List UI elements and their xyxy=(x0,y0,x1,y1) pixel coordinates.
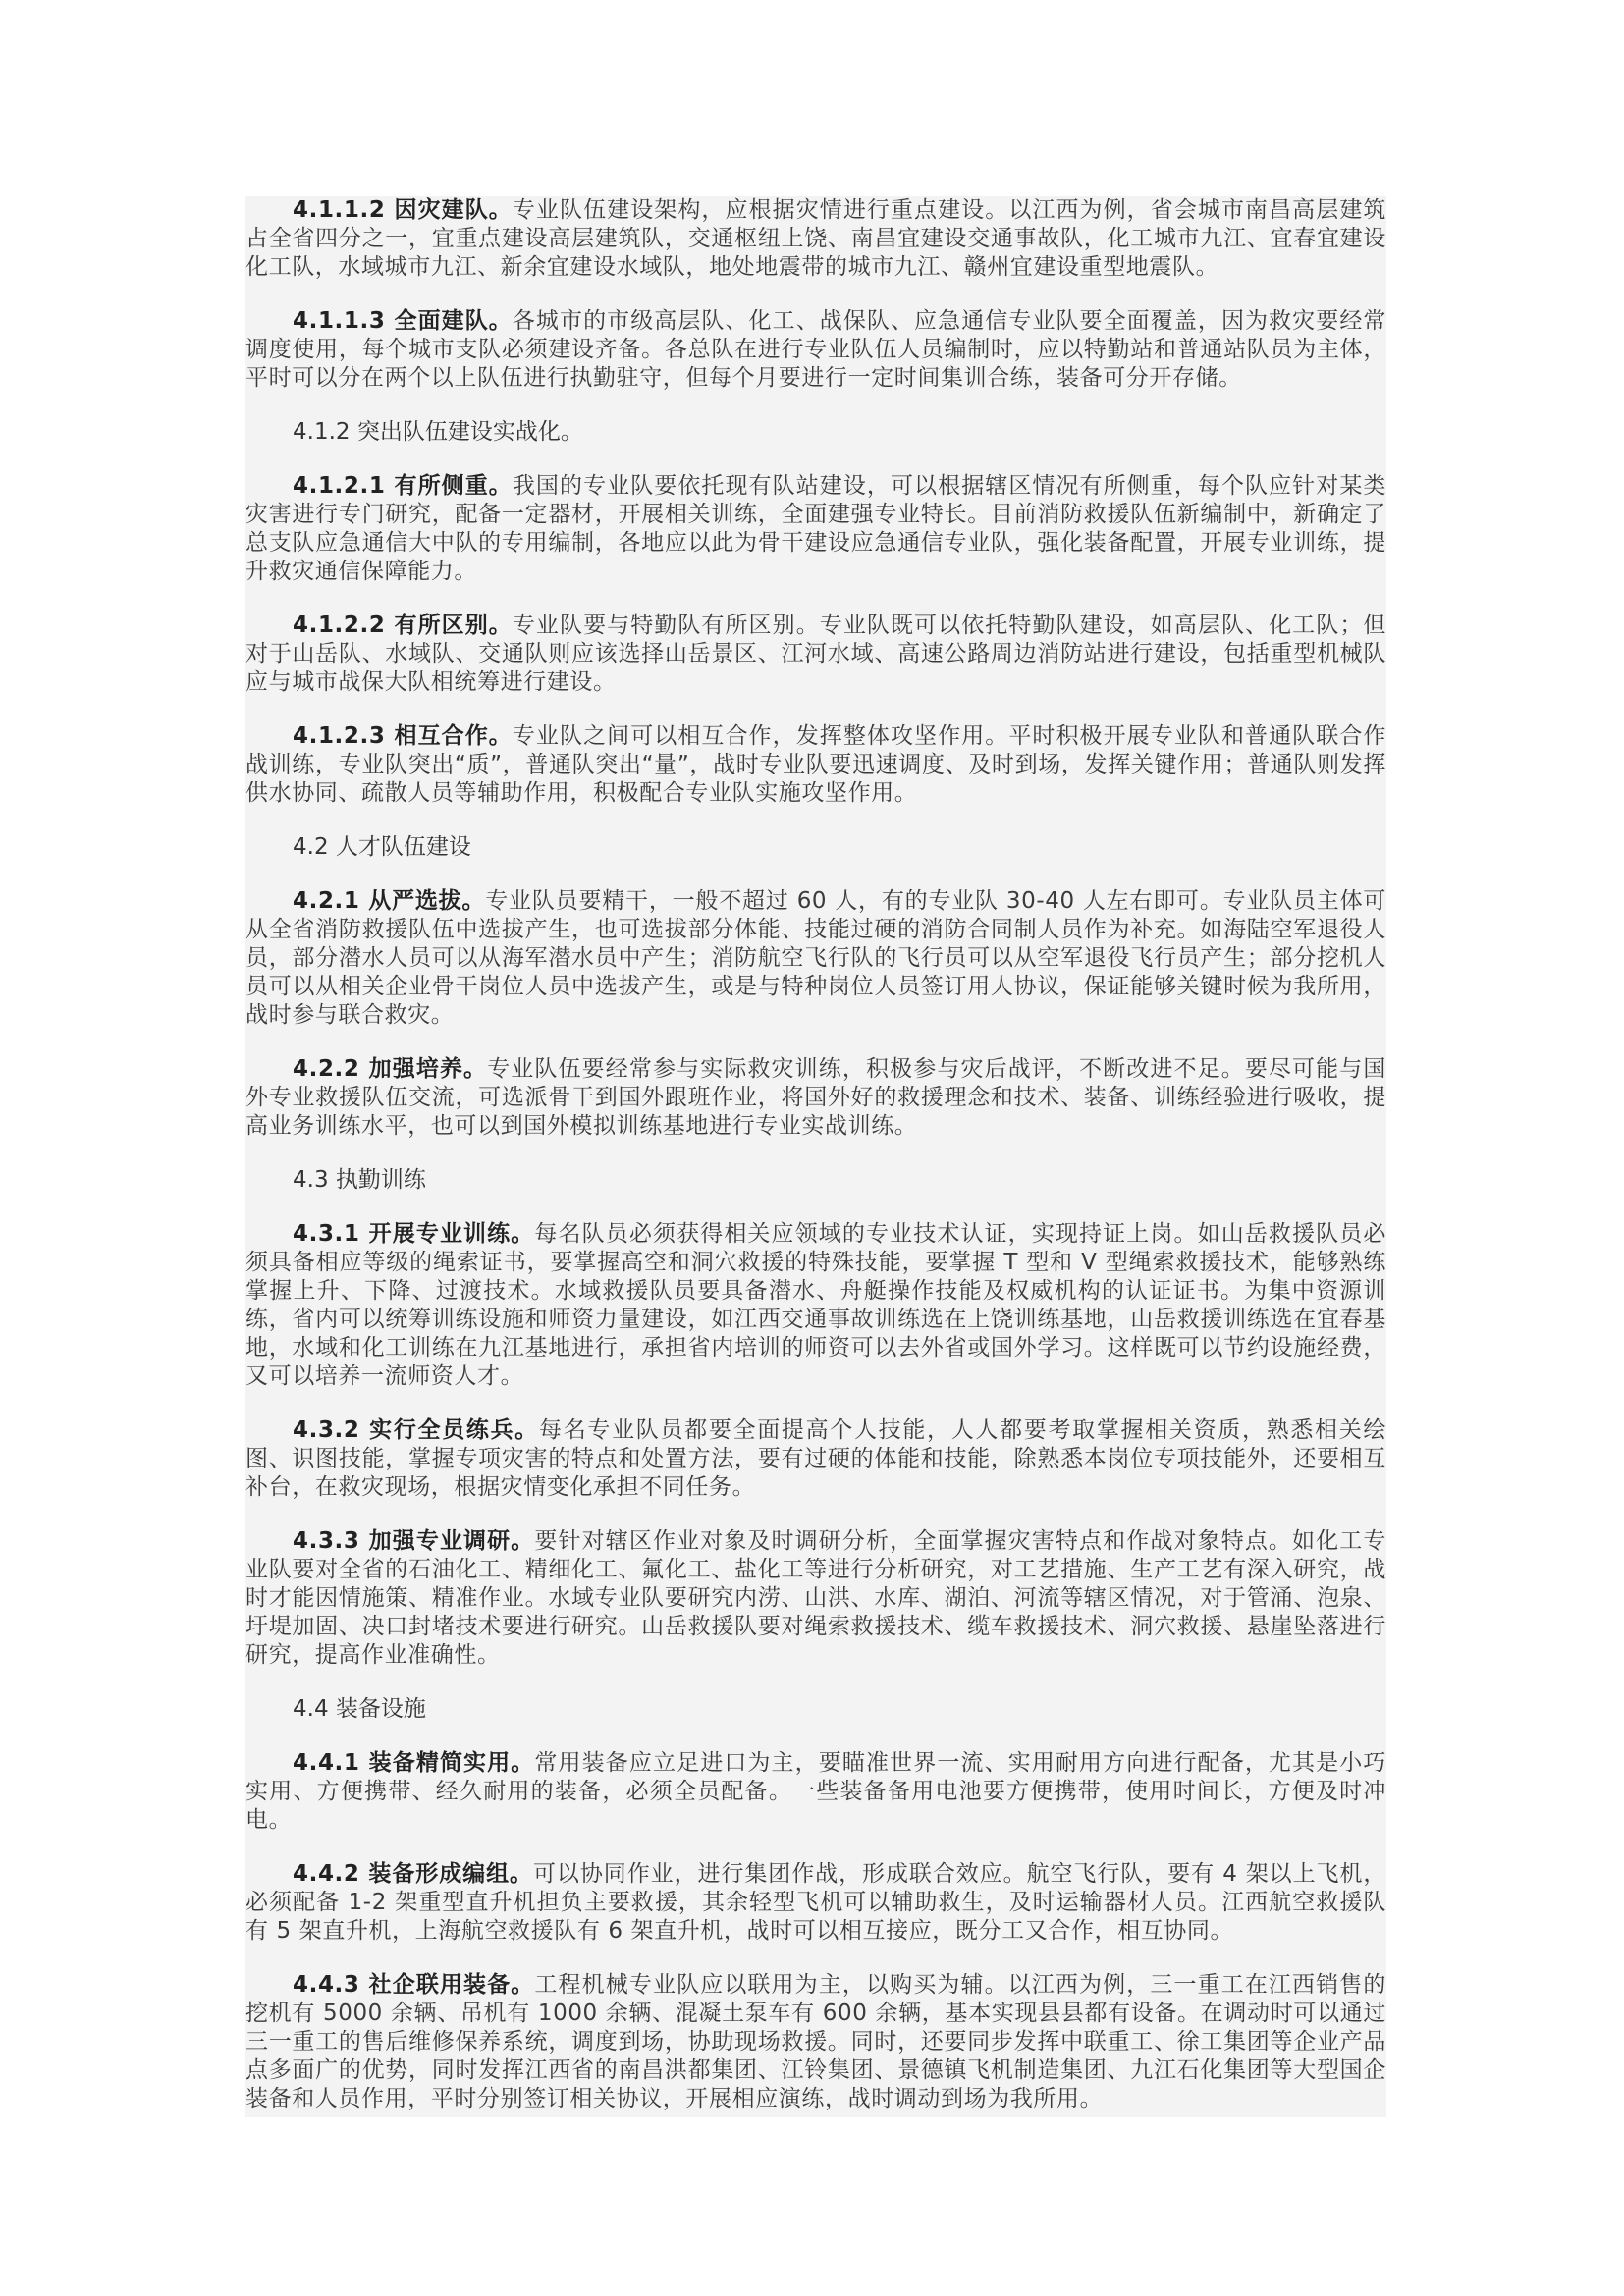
paragraph-lead: 4.3.1 开展专业训练。 xyxy=(293,1221,535,1247)
paragraph xyxy=(245,1220,1386,1391)
paragraph xyxy=(245,722,1386,808)
paragraph xyxy=(245,1527,1386,1670)
paragraph-lead: 4.1.2.3 相互合作。 xyxy=(293,723,513,749)
paragraph xyxy=(245,1971,1386,2113)
paragraph xyxy=(245,307,1386,393)
paragraph xyxy=(245,472,1386,586)
section-heading: 4.4 装备设施 xyxy=(293,1696,426,1722)
paragraph-lead: 4.2.1 从严选拔。 xyxy=(293,888,486,914)
paragraph xyxy=(245,887,1386,1030)
document-body xyxy=(245,196,1386,2117)
paragraph xyxy=(245,1749,1386,1835)
paragraph-lead: 4.4.3 社企联用装备。 xyxy=(293,1972,535,1998)
paragraph xyxy=(245,1860,1386,1946)
section-heading: 4.3 执勤训练 xyxy=(293,1167,426,1193)
paragraph-lead: 4.4.2 装备形成编组。 xyxy=(293,1861,533,1887)
paragraph-body: 专业队要与特勤队有所区别。专业队既可以依托特勤队建设，如高层队、化工队；但对于山岳队、水域队、交通队则应该选择山岳景区、江河水域、高速公路周边消防站进行建设，包括重型机械队应与城市战保大队相统筹进行建设。 xyxy=(245,613,1386,695)
paragraph-lead: 4.4.1 装备精简实用。 xyxy=(293,1750,535,1776)
paragraph-body: 每名专业队员都要全面提高个人技能，人人都要考取掌握相关资质，熟悉相关绘图、识图技能，掌握专项灾害的特点和处置方法，要有过硬的体能和技能，除熟悉本岗位专项技能外，还要相互补台，在救灾现场，根据灾情变化承担不同任务。 xyxy=(245,1417,1386,1500)
paragraph xyxy=(245,612,1386,697)
paragraph-body: 专业队伍建设架构，应根据灾情进行重点建设。以江西为例，省会城市南昌高层建筑占全省四分之一，宜重点建设高层建筑队，交通枢纽上饶、南昌宜建设交通事故队，化工城市九江、宜春宜建设化工队，水域城市九江、新余宜建设水域队，地处地震带的城市九江、赣州宜建设重型地震队。 xyxy=(245,197,1386,280)
paragraph-body: 专业队之间可以相互合作，发挥整体攻坚作用。平时积极开展专业队和普通队联合作战训练，专业队突出“质”，普通队突出“量”，战时专业队要迅速调度、及时到场，发挥关键作用；普通队则发挥供水协同、疏散人员等辅助作用，积极配合专业队实施攻坚作用。 xyxy=(245,723,1386,806)
paragraph-body: 每名队员必须获得相关应领域的专业技术认证，实现持证上岗。如山岳救援队员必须具备相应等级的绳索证书，要掌握高空和洞穴救援的特殊技能，要掌握 T 型和 V 型绳索救援技术，能够熟练掌握上升、下降、过渡技术。水域救援队员要具备潜水、舟艇操作技能及权威机构的认证证书。为集中资源训练，省内可以统筹训练设施和师资力量建设，如江西交通事故训练选在上饶训练基地，山岳救援训练选在宜春基地，水域和化工训练在九江基地进行，承担省内培训的师资可以去外省或国外学习。这样既可以节约设施经费，又可以培养一流师资人才。 xyxy=(245,1221,1386,1389)
paragraph-body: 要针对辖区作业对象及时调研分析，全面掌握灾害特点和作战对象特点。如化工专业队要对全省的石油化工、精细化工、氟化工、盐化工等进行分析研究，对工艺措施、生产工艺有深入研究，战时才能因情施策、精准作业。水域专业队要研究内涝、山洪、水库、湖泊、河流等辖区情况，对于管涌、泡泉、圩堤加固、决口封堵技术要进行研究。山岳救援队要对绳索救援技术、缆车救援技术、洞穴救援、悬崖坠落进行研究，提高作业准确性。 xyxy=(245,1528,1386,1668)
paragraph-body: 各城市的市级高层队、化工、战保队、应急通信专业队要全面覆盖，因为救灾要经常调度使用，每个城市支队必须建设齐备。各总队在进行专业队伍人员编制时，应以特勤站和普通站队员为主体，平时可以分在两个以上队伍进行执勤驻守，但每个月要进行一定时间集训合练，装备可分开存储。 xyxy=(245,308,1386,391)
paragraph-body: 常用装备应立足进口为主，要瞄准世界一流、实用耐用方向进行配备，尤其是小巧实用、方便携带、经久耐用的装备，必须全员配备。一些装备备用电池要方便携带，使用时间长，方便及时冲电。 xyxy=(245,1750,1386,1833)
paragraph xyxy=(245,196,1386,282)
paragraph-body: 工程机械专业队应以联用为主，以购买为辅。以江西为例，三一重工在江西销售的挖机有 5000 余辆、吊机有 1000 余辆、混凝土泵车有 600 余辆，基本实现县县都有设备。在调动时可以通过三一重工的售后维修保养系统，调度到场，协助现场救援。同时，还要同步发挥中联重工、徐工集团等企业产品点多面广的优势，同时发挥江西省的南昌洪都集团、江铃集团、景德镇飞机制造集团、九江石化集团等大型国企装备和人员作用，平时分别签订相关协议，开展相应演练，战时调动到场为我所用。 xyxy=(245,1972,1386,2111)
paragraph-lead: 4.2.2 加强培养。 xyxy=(293,1056,488,1082)
paragraph xyxy=(245,1055,1386,1141)
paragraph-lead: 4.1.1.2 因灾建队。 xyxy=(293,197,513,223)
paragraph-lead: 4.1.2.1 有所侧重。 xyxy=(293,473,513,499)
paragraph-body: 专业队员要精干，一般不超过 60 人，有的专业队 30-40 人左右即可。专业队员主体可从全省消防救援队伍中选拔产生，也可选拔部分体能、技能过硬的消防合同制人员作为补充。如海陆空军退役人员，部分潜水人员可以从海军潜水员中产生；消防航空飞行队的飞行员可以从空军退役飞行员产生；部分挖机人员可以从相关企业骨干岗位人员中选拔产生，或是与特种岗位人员签订用人协议，保证能够关键时候为我所用，战时参与联合救灾。 xyxy=(245,888,1386,1028)
paragraph-lead: 4.3.2 实行全员练兵。 xyxy=(293,1417,539,1443)
paragraph-body: 专业队伍要经常参与实际救灾训练，积极参与灾后战评，不断改进不足。要尽可能与国外专业救援队伍交流，可选派骨干到国外跟班作业，将国外好的救援理念和技术、装备、训练经验进行吸收，提高业务训练水平，也可以到国外模拟训练基地进行专业实战训练。 xyxy=(245,1056,1386,1139)
section-heading: 4.1.2 突出队伍建设实战化。 xyxy=(293,419,583,445)
paragraph-lead: 4.1.1.3 全面建队。 xyxy=(293,308,513,334)
paragraph-lead: 4.3.3 加强专业调研。 xyxy=(293,1528,535,1554)
paragraph-body: 我国的专业队要依托现有队站建设，可以根据辖区情况有所侧重，每个队应针对某类灾害进行专门研究，配备一定器材，开展相关训练，全面建强专业特长。目前消防救援队伍新编制中，新确定了总支队应急通信大中队的专用编制，各地应以此为骨干建设应急通信专业队，强化装备配置，开展专业训练，提升救灾通信保障能力。 xyxy=(245,473,1386,584)
section-heading: 4.2 人才队伍建设 xyxy=(293,834,471,860)
paragraph-body: 可以协同作业，进行集团作战，形成联合效应。航空飞行队，要有 4 架以上飞机，必须配备 1-2 架重型直升机担负主要救援，其余轻型飞机可以辅助救生，及时运输器材人员。江西航空救援队有 5 架直升机，上海航空救援队有 6 架直升机，战时可以相互接应，既分工又合作，相互协同。 xyxy=(245,1861,1387,1944)
paragraph-lead: 4.1.2.2 有所区别。 xyxy=(293,613,513,638)
paragraph xyxy=(245,1416,1386,1502)
